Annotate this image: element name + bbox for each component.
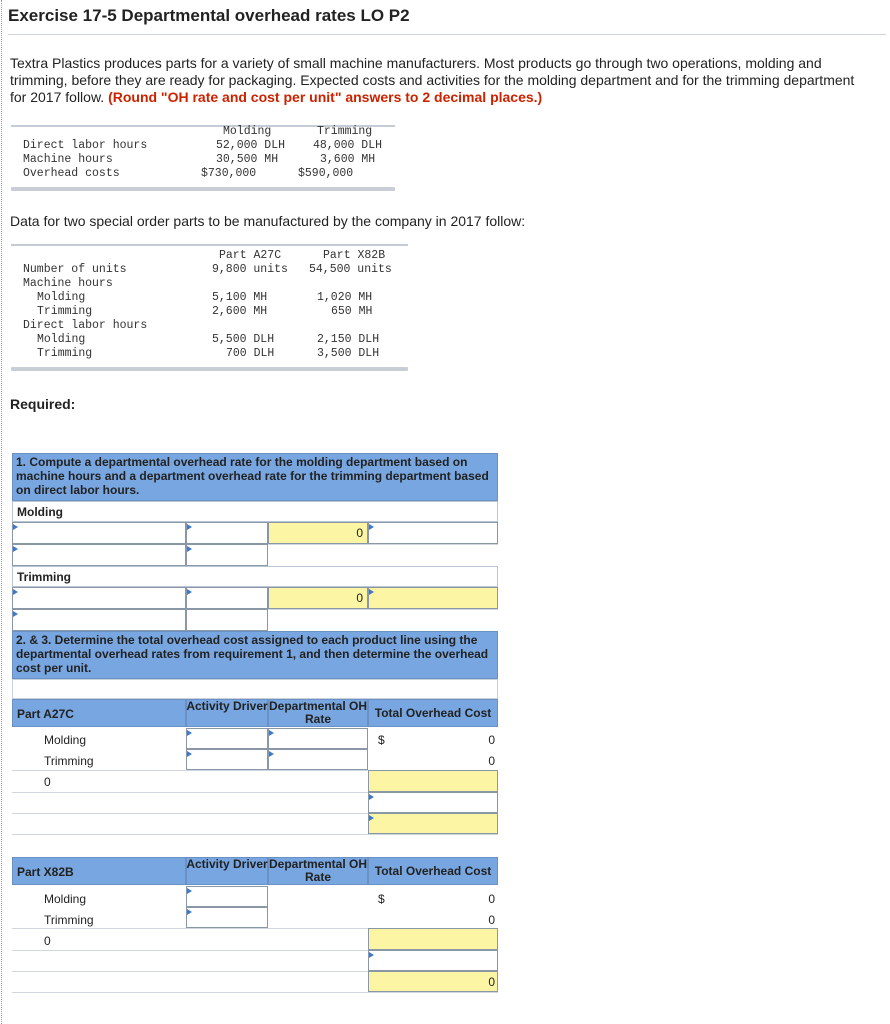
- dropdown-marker-icon: [369, 524, 374, 530]
- molding-rate-value: 0: [356, 526, 363, 540]
- activity-driver-label: Activity Driver: [186, 699, 268, 713]
- table-bottom-bar: [11, 187, 395, 191]
- q23-instruction-box: [12, 631, 498, 679]
- a27c-total-label: 0: [44, 775, 51, 789]
- dropdown-marker-icon: [187, 888, 192, 894]
- a27c-molding-label: Molding: [44, 733, 87, 747]
- a27c-trimming-label: Trimming: [44, 754, 94, 768]
- part-a-value: 9,800 units: [212, 263, 288, 276]
- molding-row2-input[interactable]: [12, 544, 186, 566]
- x82b-total-label: 0: [44, 934, 51, 948]
- a27c-units-input[interactable]: [368, 792, 498, 813]
- trimming-value: 48,000 DLH: [313, 139, 383, 152]
- dropdown-marker-icon: [269, 730, 274, 736]
- row-divider: [268, 609, 498, 610]
- header-part-a27c: Part A27C: [219, 249, 282, 262]
- spacer-row: [12, 679, 498, 699]
- intro-paragraph: [10, 55, 870, 106]
- part-a-value: 5,100 MH: [212, 291, 268, 304]
- dropdown-marker-icon: [369, 815, 374, 821]
- part-a-value: 700 DLH: [226, 347, 275, 360]
- row-label: Trimming: [37, 347, 93, 360]
- dropdown-marker-icon: [13, 611, 18, 617]
- x82b-molding-total: 0: [488, 892, 495, 906]
- total-oh-cost-label: Total Overhead Cost: [374, 706, 492, 720]
- x82b-molding-driver-input[interactable]: [186, 886, 268, 907]
- dropdown-marker-icon: [187, 546, 192, 552]
- molding-denominator-input[interactable]: [186, 522, 268, 544]
- dropdown-marker-icon: [187, 524, 192, 530]
- x82b-molding-label: Molding: [44, 892, 87, 906]
- trimming-value: 3,600 MH: [320, 153, 376, 166]
- trimming-numerator-input[interactable]: [12, 587, 186, 609]
- a27c-molding-total: 0: [488, 733, 495, 747]
- parts-data-table: [11, 244, 408, 372]
- row-divider: [12, 834, 498, 835]
- a27c-molding-rate-input[interactable]: [268, 728, 368, 749]
- rounding-instruction: (Round "OH rate and cost per unit" answers to 2 decimal places.): [108, 89, 543, 105]
- dropdown-marker-icon: [187, 589, 192, 595]
- data-paragraph: Data for two special order parts to be manufactured by the company in 2017 follow:: [10, 213, 526, 229]
- part-a-value: 5,500 DLH: [212, 333, 275, 346]
- molding-value: 52,000 DLH: [216, 139, 286, 152]
- table-bottom-bar: [11, 367, 408, 371]
- molding-rate-unit-input[interactable]: [368, 522, 498, 544]
- table-top-bar: [11, 244, 408, 246]
- part-a-value: 2,600 MH: [212, 305, 268, 318]
- row-label: Molding: [37, 291, 86, 304]
- dropdown-marker-icon: [269, 751, 274, 757]
- x82b-trimming-label: Trimming: [44, 913, 94, 927]
- row-label: Machine hours: [23, 277, 113, 290]
- a27c-trimming-total: 0: [488, 754, 495, 768]
- a27c-trimming-rate-input[interactable]: [268, 749, 368, 770]
- row-label: Trimming: [37, 305, 93, 318]
- dept-oh-rate-label: Departmental OH Rate: [268, 699, 368, 726]
- dept-oh-rate-label: Departmental OH Rate: [268, 857, 368, 884]
- trimming-denominator-input[interactable]: [186, 587, 268, 609]
- x82b-total-output: [368, 928, 498, 950]
- part-x-value: 650 MH: [331, 305, 373, 318]
- row-label: Direct labor hours: [23, 139, 148, 152]
- trimming-section-label: Trimming: [12, 566, 498, 587]
- q1-text: 1. Compute a departmental overhead rate for the molding department based on machine hours and a department overhead rate for the trimming department based on direct labor hours.: [16, 455, 489, 497]
- intro-text: Textra Plastics produces parts for a variety of small machine manufacturers. Most products go through two operations, molding and trimming, before they are ready for packaging. Expected costs and activities for the molding department and for the trimming department for 2017 follow.: [10, 55, 855, 105]
- row-divider: [12, 992, 498, 993]
- exercise-title: Exercise 17-5 Departmental overhead rates LO P2: [8, 0, 886, 35]
- molding-section-label: Molding: [12, 501, 498, 522]
- required-heading: Required:: [10, 396, 76, 412]
- a27c-cost-per-unit-output[interactable]: [368, 813, 498, 834]
- row-divider: [268, 544, 498, 545]
- trimming-row2-input-b[interactable]: [186, 609, 268, 631]
- currency-symbol: $: [378, 733, 385, 747]
- part-x-value: 54,500 units: [309, 263, 392, 276]
- molding-value: 30,500 MH: [216, 153, 279, 166]
- header-part-x82b: Part X82B: [323, 249, 386, 262]
- department-data-table: [11, 125, 395, 191]
- part-x-value: 3,500 DLH: [317, 347, 380, 360]
- row-label: Direct labor hours: [23, 319, 148, 332]
- part-x-value: 1,020 MH: [317, 291, 373, 304]
- molding-row2-input-b[interactable]: [186, 544, 268, 566]
- trimming-value: $590,000: [298, 167, 354, 180]
- row-label: Molding: [37, 333, 86, 346]
- dropdown-marker-icon: [13, 524, 18, 530]
- row-label: Overhead costs: [23, 167, 120, 180]
- row-label: Number of units: [23, 263, 127, 276]
- x82b-trimming-total: 0: [488, 913, 495, 927]
- part-x-value: 2,150 DLH: [317, 333, 380, 346]
- row-label: Machine hours: [23, 153, 113, 166]
- dropdown-marker-icon: [369, 589, 374, 595]
- header-molding: Molding: [223, 125, 272, 138]
- part-x82b-label: Part X82B: [17, 865, 74, 879]
- dropdown-marker-icon: [13, 546, 18, 552]
- x82b-units-input[interactable]: [368, 950, 498, 971]
- dropdown-marker-icon: [369, 794, 374, 800]
- a27c-molding-driver-input[interactable]: [186, 728, 268, 749]
- trimming-rate-unit-input[interactable]: [368, 587, 498, 609]
- trimming-row2-input[interactable]: [12, 609, 186, 631]
- a27c-total-output: [368, 770, 498, 792]
- currency-symbol: $: [378, 892, 385, 906]
- dropdown-marker-icon: [369, 952, 374, 958]
- x82b-cost-per-unit-value: 0: [488, 975, 495, 989]
- molding-numerator-input[interactable]: [12, 522, 186, 544]
- dropdown-marker-icon: [187, 730, 192, 736]
- total-oh-cost-label: Total Overhead Cost: [374, 864, 492, 878]
- trimming-rate-value: 0: [356, 591, 363, 605]
- a27c-trimming-driver-input[interactable]: [186, 749, 268, 770]
- q1-instruction-box: [12, 453, 498, 501]
- dropdown-marker-icon: [13, 589, 18, 595]
- dropdown-marker-icon: [187, 751, 192, 757]
- part-a27c-label: Part A27C: [17, 707, 74, 721]
- activity-driver-label: Activity Driver: [186, 857, 268, 871]
- frame-dotted-edge: [1, 0, 2, 1024]
- q23-text: 2. & 3. Determine the total overhead cost assigned to each product line using the departmental overhead rates from requirement 1, and then determine the overhead cost per unit.: [16, 633, 489, 675]
- molding-value: $730,000: [201, 167, 257, 180]
- header-trimming: Trimming: [317, 125, 373, 138]
- x82b-trimming-driver-input[interactable]: [186, 907, 268, 928]
- dropdown-marker-icon: [187, 909, 192, 915]
